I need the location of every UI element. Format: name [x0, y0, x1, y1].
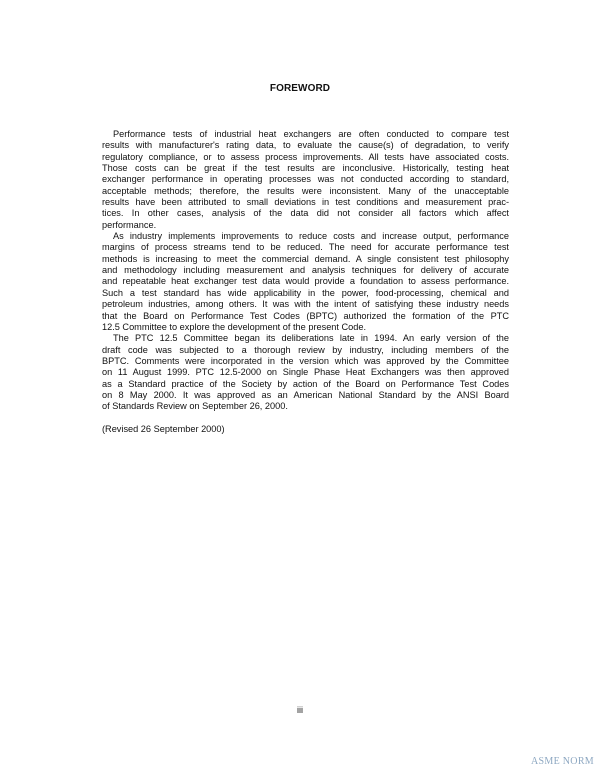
text-line: results with manufacturer's rating data, to evaluate the cause(s) of degradation, to verify: [102, 140, 509, 151]
text-line: exchanger performance in operating processes was not conducted according to standard,: [102, 174, 509, 185]
text-line: and repeatable heat exchanger test data would provide a foundation to assess performance.: [102, 276, 509, 287]
text-line: and methodology including measurement and analysis techniques for delivery of accurate: [102, 265, 509, 276]
page-title: FOREWORD: [269, 83, 331, 94]
text-line: petroleum industries, among others. It was with the intent of satisfying these industry needs: [102, 299, 509, 310]
text-line: The PTC 12.5 Committee began its deliberations late in 1994. An early version of the: [113, 333, 509, 344]
text-line: tices. In other cases, analysis of the data did not consider all factors which affect: [102, 208, 509, 219]
paragraph-1: [91, 129, 509, 231]
text-line: as a Standard practice of the Society by action of the Board on Performance Test Codes: [102, 378, 509, 389]
text-line: of Standards Review on September 26, 2000.: [102, 401, 288, 412]
text-line: draft code was subjected to a thorough review by industry, including members of the: [102, 344, 509, 355]
text-line: on 11 August 1999. PTC 12.5-2000 on Single Phase Heat Exchangers was then approved: [102, 367, 509, 378]
watermark-logo: ASME NORM: [531, 756, 594, 767]
text-line: Those costs can be great if the test results are inconclusive. Historically, testing heat: [102, 163, 509, 174]
paragraph-2: [91, 231, 509, 333]
text-line: methods is increasing to meet the commercial demand. A single consistent test philosophy: [102, 253, 509, 264]
revision-note: (Revised 26 September 2000): [102, 423, 225, 434]
text-line: performance.: [102, 219, 157, 230]
text-line: As industry implements improvements to reduce costs and increase output, performance: [113, 231, 509, 242]
foreword-body: [91, 129, 509, 435]
text-line: on 8 May 2000. It was approved as an American National Standard by the ANSI Board: [102, 389, 509, 400]
text-line: Performance tests of industrial heat exchangers are often conducted to compare test: [113, 129, 509, 139]
page-number: iii: [297, 705, 303, 715]
text-line: regulatory compliance, or to assess process improvements. All tests have associated costs.: [102, 151, 509, 162]
paragraph-3: [91, 333, 509, 412]
text-line: BPTC. Comments were incorporated in the version which was approved by the Committee: [102, 355, 509, 366]
text-line: acceptable methods; therefore, the results were inconsistent. Many of the unacceptable: [102, 185, 509, 196]
text-line: margins of process streams tend to be reduced. The need for accurate performance test: [102, 242, 509, 253]
text-line: 12.5 Committee to explore the development of the present Code.: [102, 321, 367, 332]
text-line: Such a test standard has wide applicability in the power, food-processing, chemical and: [102, 287, 509, 298]
text-line: that the Board on Performance Test Codes (BPTC) authorized the formation of the PTC: [102, 310, 509, 321]
text-line: results have been attributed to small deviations in test conditions and measurement prac-: [102, 197, 509, 208]
